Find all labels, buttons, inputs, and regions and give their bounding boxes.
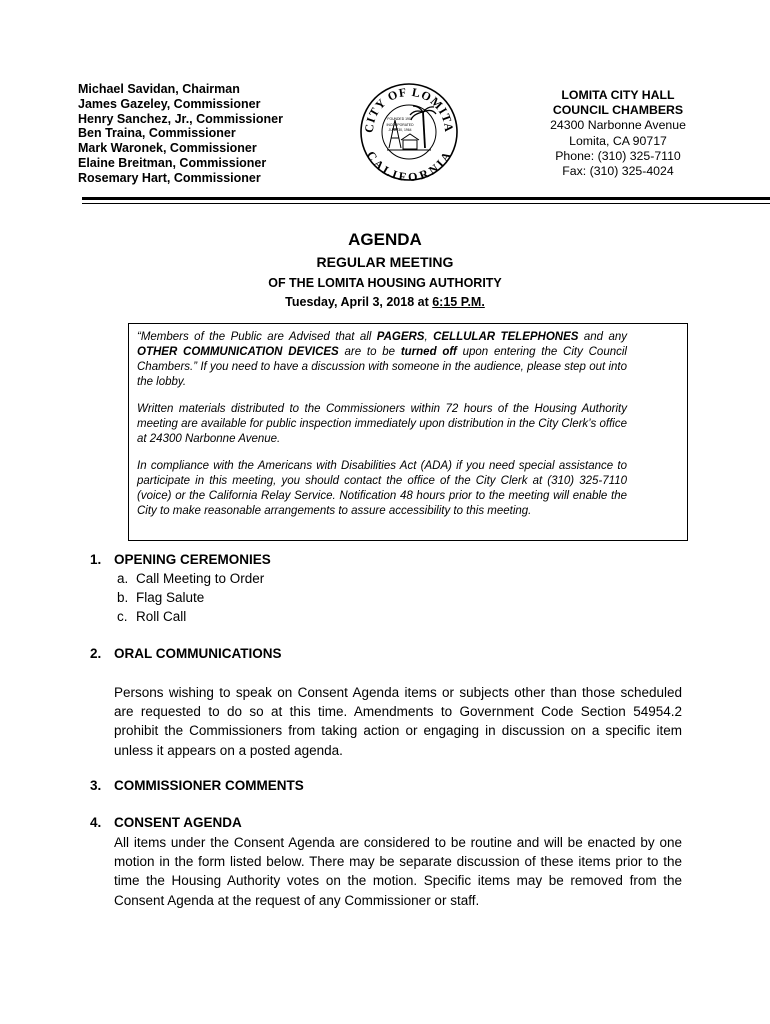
list-item-letter: c. [117,609,128,624]
notice-materials-paragraph: Written materials distributed to the Commissioners within 72 hours of the Housing Authority meeting are available for public inspection immediately upon distribution in the City Clerk’s office at 24300 Narbonne Avenue. [137,403,627,445]
location-phone: Phone: (310) 325-7110 [555,148,681,163]
section-title: OPENING CEREMONIES [114,552,271,567]
commissioner-name: Ben Traina, Commissioner [78,126,236,141]
section-opening-ceremonies [90,552,682,567]
seal-founded-text: FOUNDED 1907 [387,117,413,121]
list-item-text: Roll Call [136,609,187,624]
seal-bottom-text: CALIFORNIA [363,148,455,182]
commissioner-name: Henry Sanchez, Jr., Commissioner [78,111,283,126]
list-item [117,571,264,586]
meeting-time: 6:15 P.M. [432,295,485,309]
location-room: COUNCIL CHAMBERS [552,103,684,118]
notice-devices-paragraph [137,330,627,390]
notice-ada-paragraph: In compliance with the Americans with Disabilities Act (ADA) if you need special assistance to participate in this meeting, you should contact the office of the City Clerk at (310) 325-7110 (voice) or the California Relay Service. Notification 48 hours prior to the meeting will enable the City to make reasonable arrangements to assure accessibility to this meeting. [137,460,627,517]
location-block [524,88,712,179]
meeting-date-text: Tuesday, April 3, 2018 at [285,295,433,309]
meeting-body: OF THE LOMITA HOUSING AUTHORITY [268,276,502,290]
section-number: 3. [90,778,102,793]
consent-agenda-text: All items under the Consent Agenda are considered to be routine and will be enacted by one motion in the form listed below. There may be separate discussion of these items prior to the time the Housing Authority votes on the motion. Specific items may be removed from the Consent Agenda at the request of any Commissioner or staff. [114,835,682,908]
section-heading [90,552,682,567]
location-fax: Fax: (310) 325-4024 [562,164,674,179]
notice-emphasis: CELLULAR TELEPHONES [433,331,579,343]
commissioner-name: Mark Waronek, Commissioner [78,141,257,156]
section-heading [90,815,682,830]
commissioner-name: Michael Savidan, Chairman [78,82,240,96]
notice-text: , [424,331,434,343]
seal-incorporated-text: INCORPORATED [386,123,414,127]
list-item-text: Flag Salute [136,590,205,605]
commissioner-name: Elaine Breitman, Commissioner [78,155,267,170]
section-title: CONSENT AGENDA [114,815,242,830]
seal-date-text: JUNE 30, 1964 [388,128,412,132]
section-title: COMMISSIONER COMMENTS [114,778,304,793]
location-name: LOMITA CITY HALL [561,88,675,102]
meeting-date [0,295,770,309]
svg-text:CALIFORNIA [364,148,454,182]
meeting-type: REGULAR MEETING [316,254,454,270]
oral-communications-text: Persons wishing to speak on Consent Agenda items or subjects other than those scheduled are requested to do so at this time. Amendments to Government Code Section 54954.2 prohibit the Commissioners from taking action or engaging in discussion on a specific item unless it appears on a posted agenda. [114,685,682,758]
section-commissioner-comments [90,778,682,793]
section-title: ORAL COMMUNICATIONS [114,646,282,661]
list-item [117,609,186,624]
notice-emphasis: OTHER COMMUNICATION DEVICES [137,346,339,358]
section-number: 1. [90,552,102,567]
list-item-text: Call Meeting to Order [136,571,265,586]
page-title: AGENDA [348,230,422,249]
header-divider-thin [82,203,770,204]
section-heading [90,778,682,793]
section-number: 4. [90,815,102,830]
list-item-letter: a. [117,571,129,586]
location-city: Lomita, CA 90717 [569,133,667,148]
notice-emphasis: turned off [400,346,457,358]
notice-text: upon entering the City Council Chambers.” If you need to have a discussion with someone in the audience, please step out into the lobby. [137,346,627,388]
commissioner-name: Rosemary Hart, Commissioner [78,170,261,185]
notice-text: and any [578,331,627,343]
public-notice-box [128,323,688,541]
notice-emphasis: PAGERS [376,331,425,343]
section-number: 2. [90,646,102,661]
commissioner-list [78,82,283,186]
section-heading [90,646,682,661]
location-street: 24300 Narbonne Avenue [550,118,686,133]
header-divider-thick [82,197,770,200]
section-oral-communications [90,646,682,661]
notice-text: “Members of the Public are Advised that all [137,331,377,343]
list-item-letter: b. [117,590,129,605]
city-seal-logo [359,82,459,182]
list-item [117,590,204,605]
section-consent-agenda [90,815,682,830]
notice-text: are to be [338,346,401,358]
commissioner-name: James Gazeley, Commissioner [78,96,261,111]
seal-top-text: CITY OF LOMITA [361,84,457,134]
